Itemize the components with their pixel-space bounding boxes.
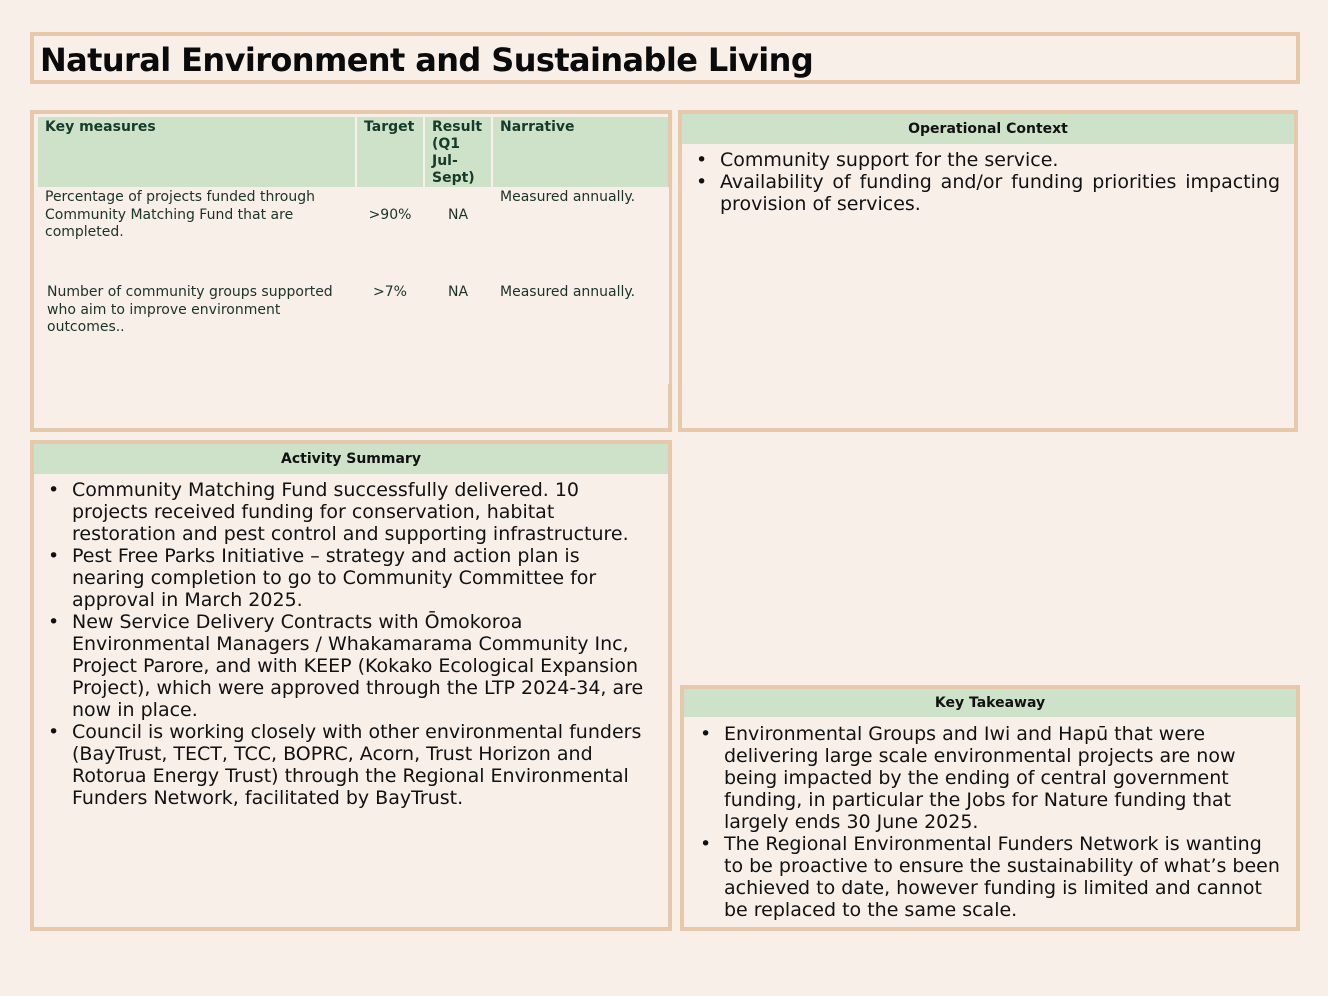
result-cell: NA xyxy=(424,187,492,282)
header-target: Target xyxy=(356,117,424,187)
activity-summary-list xyxy=(34,474,668,809)
measure-cell: Number of community groups supported who aim to improve environment outcomes.. xyxy=(38,282,356,384)
key-takeaway-panel xyxy=(680,685,1300,931)
list-item: • Community Matching Fund successfully delivered. 10 projects received funding for conservation, habitat restoration and pest control and supporting infrastructure. xyxy=(38,479,654,545)
header-narrative: Narrative xyxy=(492,117,668,187)
activity-summary-heading: Activity Summary xyxy=(34,444,668,474)
list-item: • New Service Delivery Contracts with Ōmokoroa Environmental Managers / Whakamarama Community Inc, Project Parore, and with KEEP (Kokako Ecological Expansion Project), which were approved through the LTP 2024-34, are now in place. xyxy=(38,611,654,721)
key-takeaway-heading: Key Takeaway xyxy=(684,689,1296,717)
operational-context-list xyxy=(682,144,1294,215)
title-box xyxy=(30,32,1300,84)
list-item: • Environmental Groups and Iwi and Hapū that were delivering large scale environmental projects are now being impacted by the ending of central government funding, in particular the Jobs for Nature funding that largely ends 30 June 2025. xyxy=(690,723,1282,833)
key-measures-table xyxy=(38,117,669,384)
target-cell: >90% xyxy=(356,187,424,282)
key-takeaway-list xyxy=(684,717,1296,921)
page-title: Natural Environment and Sustainable Living xyxy=(40,41,814,79)
target-cell: >7% xyxy=(356,282,424,384)
key-measures-panel xyxy=(30,110,672,432)
operational-context-heading: Operational Context xyxy=(682,114,1294,144)
narrative-cell: Measured annually. xyxy=(492,187,668,282)
activity-summary-panel xyxy=(30,440,672,931)
result-cell: NA xyxy=(424,282,492,384)
list-item: • Availability of funding and/or funding priorities impacting provision of services. xyxy=(686,171,1280,215)
header-result: Result (Q1 Jul-Sept) xyxy=(424,117,492,187)
measure-cell: Percentage of projects funded through Community Matching Fund that are completed. xyxy=(38,187,356,282)
list-item: • Community support for the service. xyxy=(686,149,1280,171)
narrative-cell: Measured annually. xyxy=(492,282,668,384)
table-header-row xyxy=(38,117,668,187)
table-row xyxy=(38,282,668,384)
table-row xyxy=(38,187,668,282)
list-item: • The Regional Environmental Funders Network is wanting to be proactive to ensure the sustainability of what’s been achieved to date, however funding is limited and cannot be replaced to the same scale. xyxy=(690,833,1282,921)
operational-context-panel xyxy=(678,110,1298,432)
list-item: • Pest Free Parks Initiative – strategy and action plan is nearing completion to go to Community Committee for approval in March 2025. xyxy=(38,545,654,611)
list-item: • Council is working closely with other environmental funders (BayTrust, TECT, TCC, BOPRC, Acorn, Trust Horizon and Rotorua Energy Trust) through the Regional Environmental Funders Network, facilitated by BayTrust. xyxy=(38,721,654,809)
header-key-measures: Key measures xyxy=(38,117,356,187)
